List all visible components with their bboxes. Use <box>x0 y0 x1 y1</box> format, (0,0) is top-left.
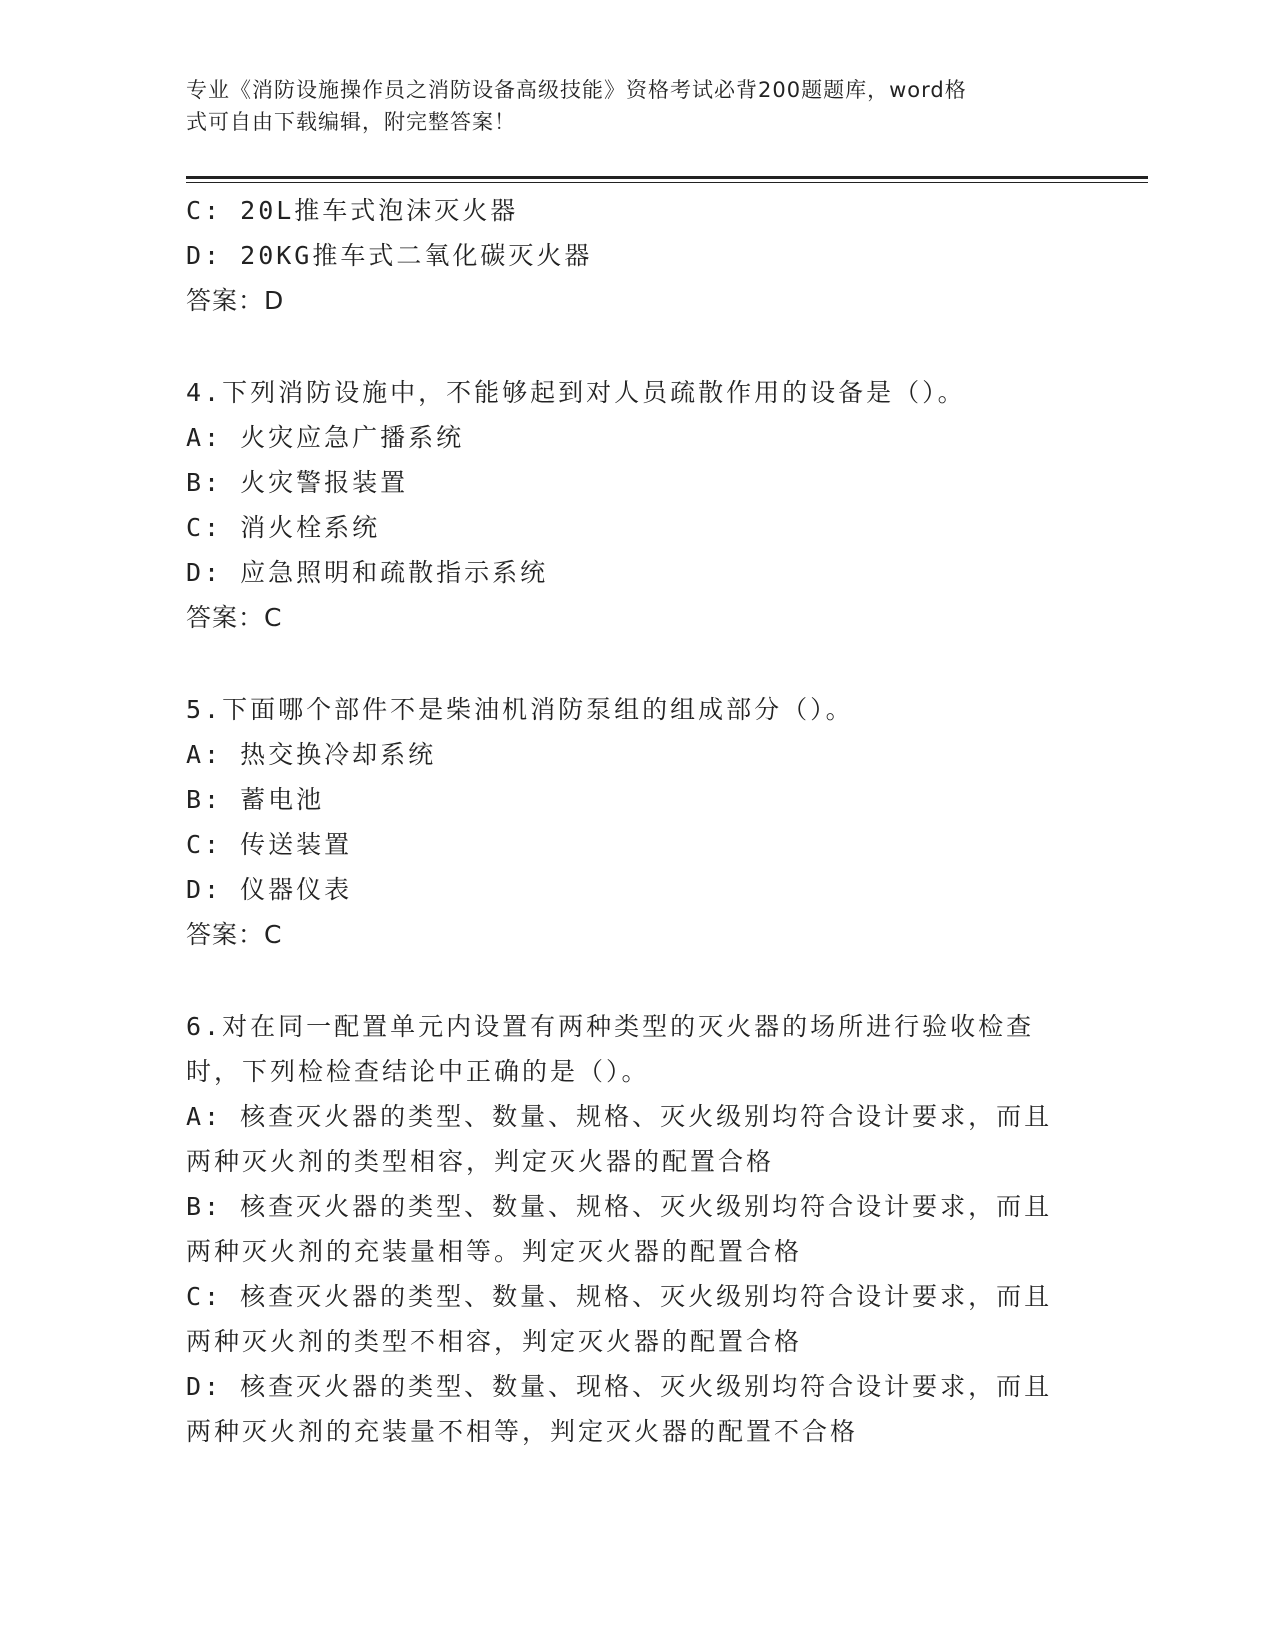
option-d-line-1: D: 核查灭火器的类型、数量、现格、灭火级别均符合设计要求，而且 <box>186 1372 1053 1401</box>
header-line-1: 专业《消防设施操作员之消防设备高级技能》资格考试必背200题题库，word格 <box>186 78 967 102</box>
option-c-line-1: C: 核查灭火器的类型、数量、规格、灭火级别均符合设计要求，而且 <box>186 1282 1053 1311</box>
option-a-line-1: A: 核查灭火器的类型、数量、规格、灭火级别均符合设计要求，而且 <box>186 1102 1053 1131</box>
option-d: D: 20KG推车式二氧化碳灭火器 <box>186 241 593 270</box>
question-6 <box>186 1004 1076 1454</box>
header-line-2: 式可自由下载编辑，附完整答案！ <box>186 110 516 134</box>
option-c: C: 消火栓系统 <box>186 513 381 542</box>
question-5 <box>186 687 1076 957</box>
question-stem-line-1: 6.对在同一配置单元内设置有两种类型的灭火器的场所进行验收检查 <box>186 1012 1035 1041</box>
option-c: C: 20L推车式泡沫灭火器 <box>186 196 519 225</box>
option-b: B: 火灾警报装置 <box>186 468 409 497</box>
answer-line: 答案：C <box>186 603 283 632</box>
answer-line: 答案：D <box>186 286 285 315</box>
question-stem-line-2: 时，下列检检查结论中正确的是（）。 <box>186 1057 650 1086</box>
question-stem: 5.下面哪个部件不是柴油机消防泵组的组成部分（）。 <box>186 695 854 724</box>
option-c: C: 传送装置 <box>186 830 353 859</box>
document-header <box>186 74 1066 138</box>
answer-line: 答案：C <box>186 920 283 949</box>
header-rule-thick <box>186 176 1148 179</box>
question-stem: 4.下列消防设施中，不能够起到对人员疏散作用的设备是（）。 <box>186 378 966 407</box>
option-b-line-2: 两种灭火剂的充装量相等。判定灭火器的配置合格 <box>186 1237 803 1266</box>
option-b-line-1: B: 核查灭火器的类型、数量、规格、灭火级别均符合设计要求，而且 <box>186 1192 1053 1221</box>
option-d: D: 应急照明和疏散指示系统 <box>186 558 549 587</box>
header-rule-thin <box>186 182 1148 183</box>
question-3 <box>186 188 1076 323</box>
option-d-line-2: 两种灭火剂的充装量不相等，判定灭火器的配置不合格 <box>186 1417 859 1446</box>
option-c-line-2: 两种灭火剂的类型不相容，判定灭火器的配置合格 <box>186 1327 803 1356</box>
question-list <box>186 188 1076 1454</box>
option-a: A: 热交换冷却系统 <box>186 740 437 769</box>
option-d: D: 仪器仪表 <box>186 875 353 904</box>
question-4 <box>186 370 1076 640</box>
option-b: B: 蓄电池 <box>186 785 325 814</box>
option-a: A: 火灾应急广播系统 <box>186 423 465 452</box>
option-a-line-2: 两种灭火剂的类型相容，判定灭火器的配置合格 <box>186 1147 775 1176</box>
